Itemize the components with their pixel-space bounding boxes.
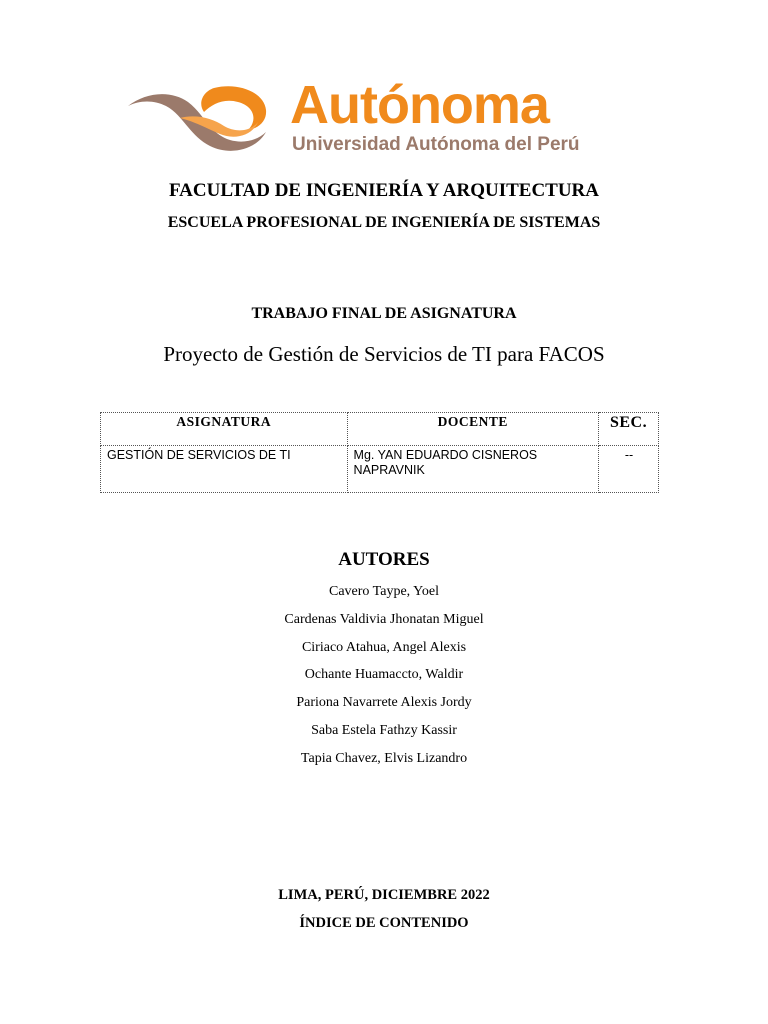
author-name: Ciriaco Atahua, Angel Alexis <box>301 639 467 655</box>
header-subject: ASIGNATURA <box>101 413 348 446</box>
project-title: Proyecto de Gestión de Servicios de TI para FACOS <box>163 342 605 366</box>
author-name: Tapia Chavez, Elvis Lizandro <box>300 750 468 766</box>
course-info-table <box>100 412 659 493</box>
logo-brand-name: Autónoma <box>290 75 549 135</box>
authors-title: AUTORES <box>338 549 430 570</box>
authors-list <box>0 582 768 777</box>
work-type: TRABAJO FINAL DE ASIGNATURA <box>251 305 517 322</box>
author-name: Pariona Navarrete Alexis Jordy <box>296 695 472 711</box>
header-section: SEC. <box>599 413 659 446</box>
author-name: Cavero Taype, Yoel <box>329 584 439 599</box>
logo-university-name: Universidad Autónoma del Perú <box>292 134 580 155</box>
index-title: ÍNDICE DE CONTENIDO <box>299 915 469 931</box>
faculty-title: FACULTAD DE INGENIERÍA Y ARQUITECTURA <box>168 180 600 201</box>
author-name: Cardenas Valdivia Jhonatan Miguel <box>284 611 484 627</box>
university-logo <box>126 75 596 162</box>
table-row <box>101 446 659 493</box>
header-teacher: DOCENTE <box>347 413 599 446</box>
author-name: Ochante Huamaccto, Waldir <box>304 667 464 683</box>
cell-section: -- <box>599 446 659 493</box>
table-header-row <box>101 413 659 446</box>
school-title: ESCUELA PROFESIONAL DE INGENIERÍA DE SISTEMAS <box>167 214 601 231</box>
cell-subject: GESTIÓN DE SERVICIOS DE TI <box>101 446 348 493</box>
logo-swoosh-icon <box>126 84 271 154</box>
author-name: Saba Estela Fathzy Kassir <box>311 722 457 738</box>
cell-teacher: Mg. YAN EDUARDO CISNEROS NAPRAVNIK <box>347 446 599 493</box>
place-date: LIMA, PERÚ, DICIEMBRE 2022 <box>278 887 490 903</box>
